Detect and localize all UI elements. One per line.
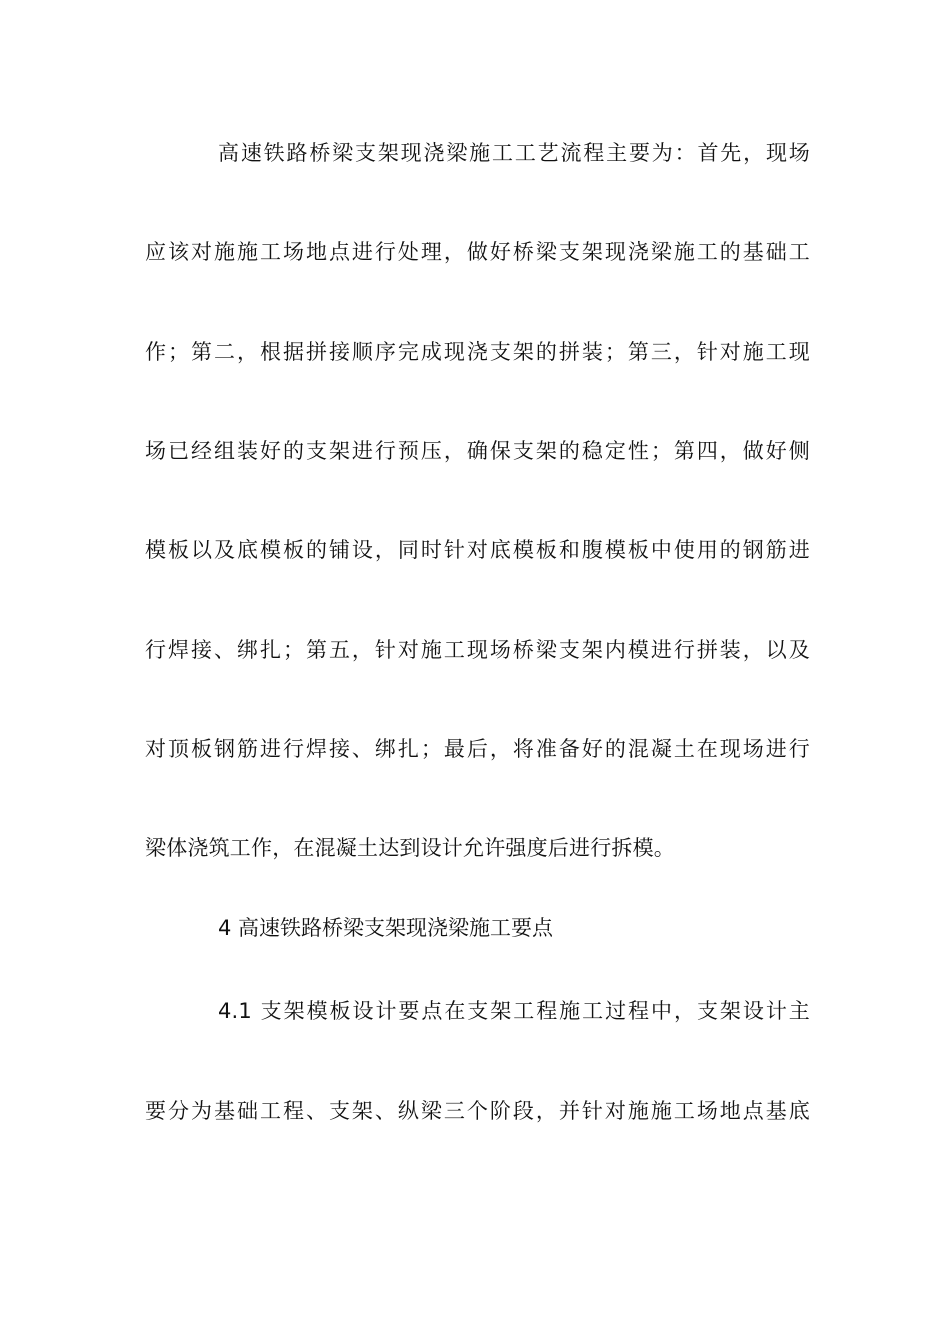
- paragraph-1-line-8: 梁体浇筑工作，在混凝土达到设计允许强度后进行拆模。: [145, 836, 675, 860]
- paragraph-1-line-6: 行焊接、绑扎；第五，针对施工现场桥梁支架内模进行拼装，以及: [145, 638, 810, 662]
- paragraph-2-line-2: 要分为基础工程、支架、纵梁三个阶段，并针对施施工场地点基底: [145, 1099, 810, 1123]
- paragraph-1-line-2: 应该对施施工场地点进行处理，做好桥梁支架现浇梁施工的基础工: [145, 240, 810, 264]
- paragraph-1-line-5: 模板以及底模板的铺设，同时针对底模板和腹模板中使用的钢筋进: [145, 538, 810, 562]
- paragraph-1-line-3: 作；第二，根据拼接顺序完成现浇支架的拼装；第三，针对施工现: [145, 340, 810, 364]
- section-heading: 4 高速铁路桥梁支架现浇梁施工要点: [218, 916, 554, 940]
- paragraph-1-line-7: 对顶板钢筋进行焊接、绑扎；最后，将准备好的混凝土在现场进行: [145, 737, 810, 761]
- paragraph-1-line-4: 场已经组装好的支架进行预压，确保支架的稳定性；第四，做好侧: [145, 439, 810, 463]
- paragraph-1-line-1: 高速铁路桥梁支架现浇梁施工工艺流程主要为：首先，现场: [218, 141, 810, 165]
- paragraph-2-line-1: 4.1 支架模板设计要点在支架工程施工过程中，支架设计主: [218, 999, 810, 1023]
